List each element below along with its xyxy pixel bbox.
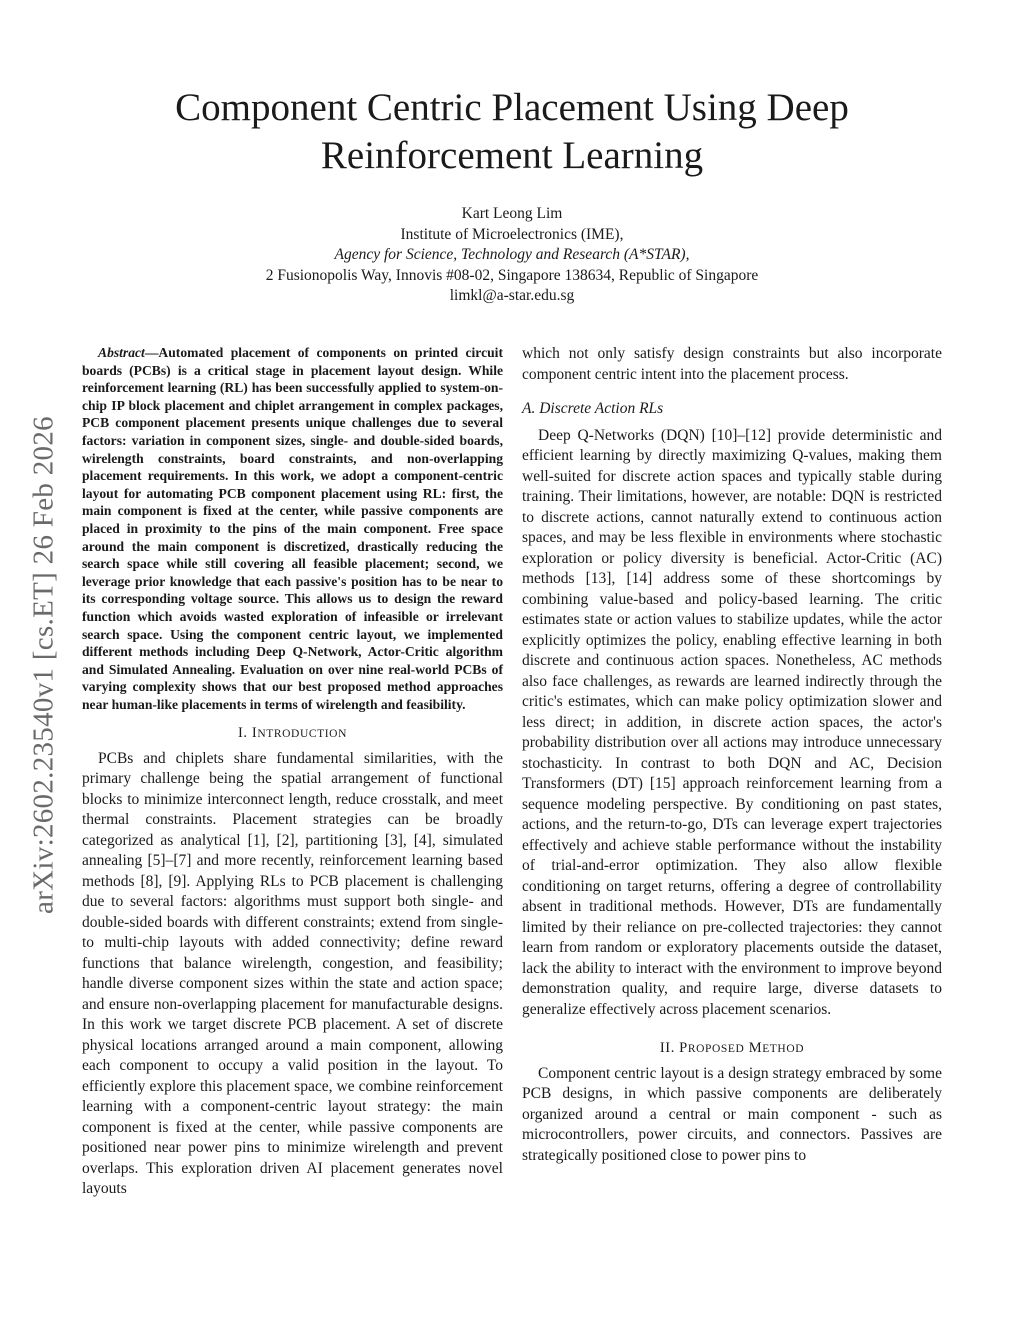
paper-title: Component Centric Placement Using Deep Reinforcement Learning: [175, 86, 849, 177]
author-institute: Institute of Microelectronics (IME),: [400, 225, 624, 243]
subsection-heading-discrete-action: A. Discrete Action RLs: [522, 400, 664, 417]
abstract: [82, 344, 503, 713]
proposed-method-paragraph: Component centric layout is a design strategy embraced by some PCB designs, in which passive components are deliberately organized around a central or main component - such as microcontrollers, power circuits, and connectors. Passives are strategically positioned close to power pins to: [522, 1064, 942, 1164]
section-numeral: II.: [659, 1040, 675, 1056]
section-rest: ROPOSED: [687, 1043, 745, 1055]
arxiv-identifier: arXiv:2602.23540v1 [cs.ET] 26 Feb 2026: [27, 416, 60, 914]
section-cap: I: [251, 725, 258, 742]
section-cap: P: [679, 1040, 688, 1056]
author-agency: Agency for Science, Technology and Research (A*STAR),: [334, 246, 690, 263]
section-cap-2: M: [748, 1040, 763, 1056]
author-block: [100, 204, 924, 307]
abstract-text: —Automated placement of components on printed circuit boards (PCBs) is a critical stage in placement layout design. While reinforcement learning (RL) has been successfully applied to system-on-chip IP block placement and chiplet arrangement in complex packages, PCB component placement presents unique challenges due to several factors: variation in component sizes, single- and double-sided boards, wirelength constraints, board constraints, and non-overlapping placement requirements. In this work, we adopt a component-centric layout for automating PCB component placement using RL: first, the main component is fixed at the center, while passive components are placed in proximity to the pins of the main component. Free space around the main component is discretized, drastically reducing the search space while still covering all feasible placement; second, we leverage prior knowledge that each passive's position has to be near to its corresponding voltage source. This allows us to design the reward function which avoids wasted exploration of infeasible or irrelevant search space. Using the component centric layout, we implemented different methods including Deep Q-Network, Actor-Critic algorithm and Simulated Annealing. Evaluation on over nine real-world PCBs of varying complexity shows that our best proposed method approaches near human-like placements in terms of wirelength and feasibility.: [82, 345, 503, 712]
section-heading-introduction: [82, 723, 503, 745]
author-address: 2 Fusionopolis Way, Innovis #08-02, Singapore 138634, Republic of Singapore: [265, 266, 759, 284]
section-rest: NTRODUCTION: [257, 728, 347, 741]
section-numeral: I.: [238, 725, 248, 742]
abstract-label: Abstract: [98, 345, 145, 360]
author-email[interactable]: limkl@a-star.edu.sg: [449, 287, 575, 304]
author-name: Kart Leong Lim: [461, 205, 563, 222]
right-column: [522, 344, 942, 1166]
introduction-continuation: which not only satisfy design constraints but also incorporate component centric intent into the placement process.: [522, 345, 942, 383]
left-column: [82, 344, 503, 1200]
introduction-paragraph: PCBs and chiplets share fundamental similarities, with the primary challenge being the spatial arrangement of functional blocks to minimize interconnect length, reduce crosstalk, and meet thermal constraints. Placement strategies can be broadly categorized as analytical [1], [2], partitioning [3], [4], simulated annealing [5]–[7] and more recently, reinforcement learning based methods [8], [9]. Applying RLs to PCB placement is challenging due to several factors: algorithms must support both single- and double-sided boards with different constraints; extend from single- to multi-chip layouts with added connectivity; define reward functions that balance wirelength, congestion, and feasibility; handle diverse component sizes within the state and action space; and ensure non-overlapping placement for manufacturable designs. In this work we target discrete PCB placement. A set of discrete physical locations arranged around a main component, allowing each component to occupy a valid position in the layout. To efficiently explore this placement space, we combine reinforcement learning with a component-centric layout strategy: the main component is fixed at the center, while passive components are positioned near power pins to minimize wirelength and prevent overlaps. This exploration driven AI placement generates novel layouts: [82, 749, 503, 1198]
section-heading-proposed-method: [522, 1038, 942, 1060]
section-rest-2: ETHOD: [762, 1043, 805, 1055]
discrete-action-paragraph: Deep Q-Networks (DQN) [10]–[12] provide deterministic and efficient learning by directly maximizing Q-values, making them well-suited for discrete action spaces and typically stable during training. Their limitations, however, are notable: DQN is restricted to discrete actions, cannot naturally extend to continuous action spaces, and may be less flexible in environments where stochastic exploration or policy diversity is beneficial. Actor-Critic (AC) methods [13], [14] address some of these shortcomings by combining value-based and policy-based learning. The critic estimates state or action values to stabilize updates, while the actor explicitly optimizes the policy, enabling effective learning in both discrete and continuous action spaces. Nonetheless, AC methods also face challenges, as rewards are learned indirectly through the critic's estimates, which can make policy optimization slower and less direct; in addition, in discrete action spaces, the actor's probability distribution over all actions may introduce unnecessary stochasticity. In contrast to both DQN and AC, Decision Transformers (DT) [15] approach reinforcement learning from a sequence modeling perspective. By conditioning on past states, actions, and the return-to-go, DTs can leverage expert trajectories effectively and achieve stable performance without the instability of trial-and-error optimization. They also allow flexible conditioning on target returns, offering a degree of controllability absent in traditional methods. However, DTs are fundamentally limited by their reliance on pre-collected trajectories: they cannot learn from random or exploratory placements outside the dataset, lack the ability to interact with the environment to improve beyond demonstration quality, and require large, diverse datasets to generalize effectively across placement scenarios.: [522, 426, 942, 1018]
